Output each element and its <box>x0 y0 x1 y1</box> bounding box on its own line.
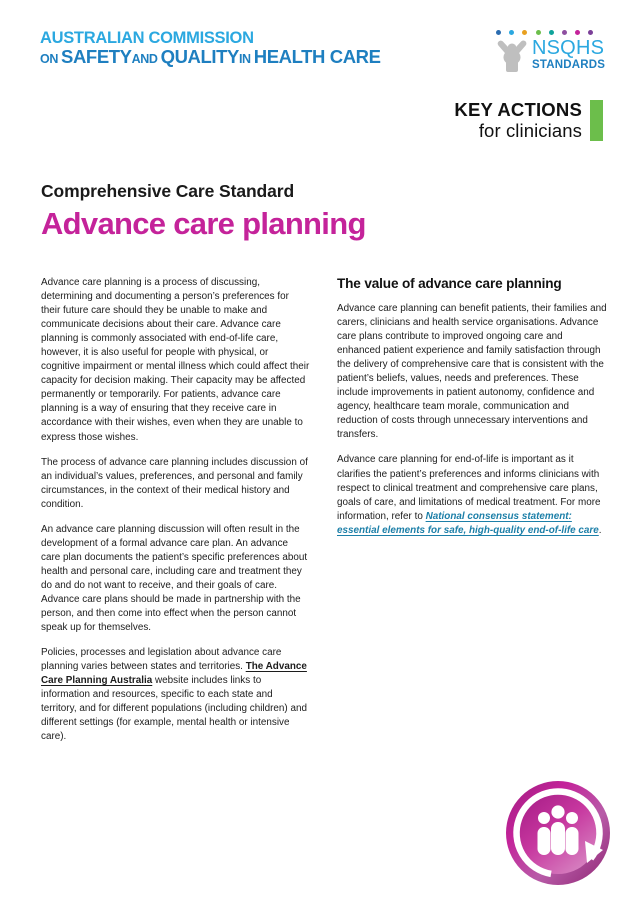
acsqhc-quality: QUALITY <box>160 45 239 67</box>
standard-name: Comprehensive Care Standard <box>41 181 295 201</box>
nsqhs-standards-logo <box>495 30 606 76</box>
nsqhs-dot <box>575 30 580 35</box>
nsqhs-dot <box>588 30 593 35</box>
page-title: Advance care planning <box>41 206 366 241</box>
nsqhs-dot <box>522 30 527 35</box>
acsqhc-safety: SAFETY <box>61 45 132 67</box>
key-actions-title: KEY ACTIONS <box>454 99 582 120</box>
left-column <box>41 276 310 744</box>
paragraph: Advance care planning is a process of discussing, determining and documenting a person’s preferences for their future care should they be unable to make and communicate decisions about their care. Advance care planning is commonly associated with end-of-life care, however, it is also useful for people with physical, or cognitive impairment or mental illness which could affect their capacity for decision making. Their capacity may be affected permanently or temporarily. For patients, advance care planning is a way of ensuring that they receive care in accordance with their wishes, even when they are unable to express those wishes. <box>41 277 310 443</box>
content-columns <box>41 276 607 744</box>
paragraph-with-link <box>337 453 607 537</box>
acsqhc-logo-line2 <box>40 45 381 67</box>
acsqhc-healthcare: HEALTH CARE <box>253 45 381 67</box>
nsqhs-main-text: NSQHS <box>532 37 605 59</box>
nsqhs-dots-decoration <box>496 30 602 37</box>
nsqhs-dot <box>509 30 514 35</box>
nsqhs-dot <box>536 30 541 35</box>
key-actions-audience: for clinicians <box>478 119 582 141</box>
paragraph-text-before-link: Policies, processes and legislation about advance care planning varies between states and territories. <box>41 647 282 673</box>
document-header <box>0 0 639 160</box>
nsqhs-sub-text: STANDARDS <box>532 59 606 71</box>
paragraph: Advance care planning can benefit patients, their families and carers, clinicians and health service organisations. Advance care plans contribute to improved ongoing care and enhanced patient experience and family satisfaction through the delivery of comprehensive care that is consistent with the patient’s beliefs, values, needs and preferences. These include improvements in patient autonomy, confidence and agency, healthcare team morale, communication and reduction of costs through unnecessary interventions and transfers. <box>337 302 607 441</box>
acsqhc-in: IN <box>238 51 254 66</box>
nsqhs-dot <box>549 30 554 35</box>
nsqhs-person-icon <box>495 39 529 72</box>
acsqhc-logo-line1: AUSTRALIAN COMMISSION <box>40 29 254 47</box>
right-column <box>337 276 607 744</box>
key-actions-accent-bar <box>590 100 603 141</box>
section-heading: The value of advance care planning <box>337 276 562 291</box>
comprehensive-care-standard-icon <box>503 778 613 888</box>
national-consensus-statement-link[interactable]: National consensus statement: essential elements for safe, high-quality end-of-life care <box>337 510 599 536</box>
key-actions-banner <box>454 100 603 141</box>
acsqhc-on: ON <box>40 51 62 66</box>
paragraph: The process of advance care planning includes discussion of an individual’s values, preferences, and personal and family circumstances, in the context of their medical history and condition. <box>41 456 308 510</box>
advance-care-planning-australia-link[interactable]: The Advance Care Planning Australia <box>41 661 307 687</box>
acsqhc-logo <box>40 30 381 67</box>
paragraph-text-after-link: . <box>598 524 602 536</box>
nsqhs-wordmark <box>532 38 605 72</box>
title-block <box>41 181 366 241</box>
nsqhs-dot <box>496 30 501 35</box>
acsqhc-and: AND <box>131 51 161 66</box>
nsqhs-dot <box>562 30 567 35</box>
paragraph-text-after-link: website includes links to information and resources, specific to each state and territory, and for different populations (including children) and different settings (for example, mental health or intensive care). <box>41 675 307 743</box>
key-actions-text <box>454 100 590 141</box>
paragraph-with-link <box>41 646 310 744</box>
paragraph: An advance care planning discussion will often result in the development of a formal advance care plan. An advance care plan documents the patient’s specific preferences about health and personal care, including care and treatment they do and do not want to receive, and their goals of care. Advance care plans should be made in partnership with the person, and then come into effect when the person cannot speak up for themselves. <box>41 523 308 634</box>
paragraph-text-before-link: Advance care planning for end-of-life is important as it clarifies the patient’s preferences and informs clinicians with respect to clinical treatment and comprehensive care plans, goals of care, and limitations of medical treatment. For more information, refer to <box>337 454 601 522</box>
